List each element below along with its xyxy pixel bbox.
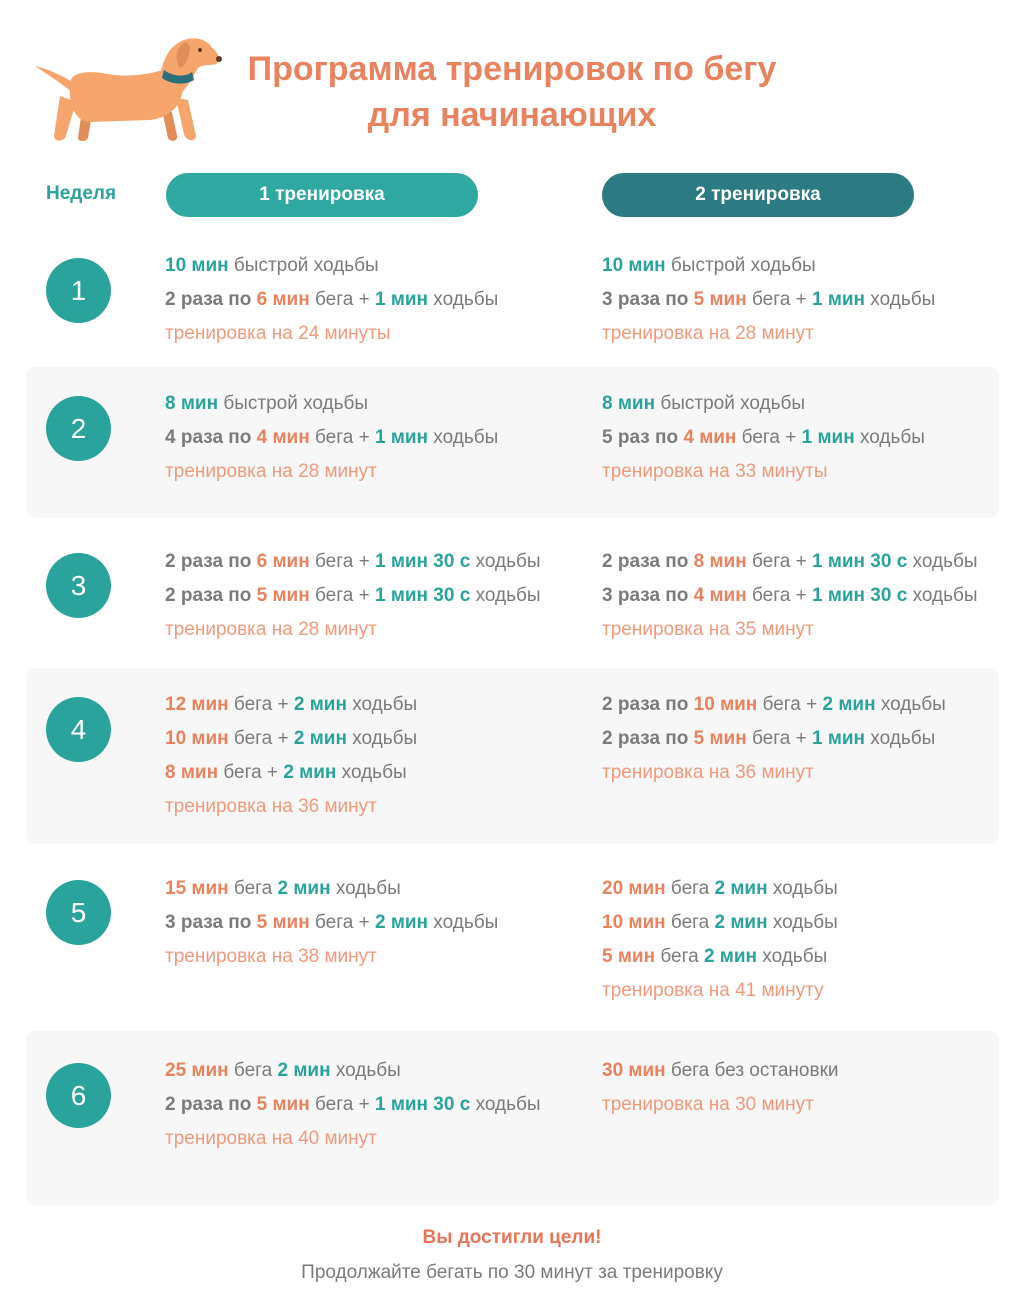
- plan-text-segment: ходьбы: [470, 551, 541, 572]
- plan-text-segment: 6 мин: [256, 551, 310, 572]
- plan-line: [165, 756, 417, 790]
- plan-text-segment: быстрой ходьбы: [228, 255, 379, 276]
- plan-text-segment: 2 раза по: [602, 728, 694, 749]
- plan-text-segment: ходьбы: [336, 762, 407, 783]
- plan-text-segment: ходьбы: [854, 427, 925, 448]
- workout-total: тренировка на 41 минуту: [602, 980, 824, 1001]
- plan-text-segment: бега: [228, 878, 278, 899]
- week-row-4: [26, 668, 999, 844]
- plan-text-segment: 15 мин: [165, 878, 229, 899]
- workout-2-plan: [602, 1054, 839, 1122]
- workout-total: тренировка на 33 минуты: [602, 461, 828, 482]
- plan-text-segment: 4 мин: [256, 427, 310, 448]
- plan-text-segment: 5 мин: [256, 1094, 310, 1115]
- plan-line: [165, 872, 498, 906]
- plan-text-segment: бега +: [757, 694, 823, 715]
- workout-1-plan: [165, 688, 417, 824]
- plan-text-segment: 4 мин: [683, 427, 737, 448]
- plan-text-segment: 5 мин: [602, 946, 656, 967]
- keep-running-message: Продолжайте бегать по 30 минут за тренировку: [301, 1262, 723, 1283]
- plan-text-segment: бега +: [228, 694, 294, 715]
- workout-2-header: 2 тренировка: [602, 173, 914, 217]
- plan-text-segment: бега +: [746, 551, 812, 572]
- week-row-6: [26, 1030, 999, 1205]
- plan-line: [602, 722, 946, 756]
- plan-text-segment: 5 мин: [256, 585, 310, 606]
- plan-line: [602, 688, 946, 722]
- plan-text-segment: 2 мин: [293, 694, 347, 715]
- plan-text-segment: бега +: [309, 585, 375, 606]
- plan-text-segment: 3 раза по: [602, 585, 694, 606]
- plan-text-segment: быстрой ходьбы: [218, 393, 369, 414]
- plan-text-segment: ходьбы: [428, 912, 499, 933]
- plan-line: [602, 249, 935, 283]
- week-number-badge: 2: [46, 396, 111, 461]
- plan-line: [165, 688, 417, 722]
- plan-text-segment: 6 мин: [256, 289, 310, 310]
- plan-text-segment: 30 мин: [602, 1060, 666, 1081]
- plan-text-segment: 2 мин: [293, 728, 347, 749]
- workout-total: тренировка на 40 минут: [165, 1128, 377, 1149]
- plan-text-segment: 10 мин: [602, 255, 666, 276]
- plan-text-segment: быстрой ходьбы: [655, 393, 806, 414]
- plan-text-segment: бега +: [309, 289, 375, 310]
- plan-text-segment: 8 мин: [602, 393, 656, 414]
- title-line-1: Программа тренировок по бегу: [247, 50, 777, 88]
- week-column-header: Неделя: [46, 183, 117, 204]
- workout-total: тренировка на 30 минут: [602, 1094, 814, 1115]
- plan-text-segment: 5 раз по: [602, 427, 684, 448]
- plan-text-segment: ходьбы: [875, 694, 946, 715]
- plan-text-segment: 1 мин 30 с: [811, 585, 908, 606]
- plan-text-segment: 12 мин: [165, 694, 229, 715]
- plan-line: [165, 249, 498, 283]
- workout-1-plan: [165, 249, 498, 351]
- plan-text-segment: 10 мин: [602, 912, 666, 933]
- plan-text-segment: быстрой ходьбы: [665, 255, 816, 276]
- plan-text-segment: 20 мин: [602, 878, 666, 899]
- workout-total: тренировка на 38 минут: [165, 946, 377, 967]
- week-number-badge: 1: [46, 258, 111, 323]
- plan-text-segment: ходьбы: [767, 912, 838, 933]
- plan-text-segment: 2 раза по: [165, 551, 257, 572]
- week-number-badge: 3: [46, 553, 111, 618]
- plan-text-segment: 2 мин: [277, 878, 331, 899]
- workout-2-plan: [602, 872, 838, 1008]
- week-number-badge: 6: [46, 1063, 111, 1128]
- plan-text-segment: 1 мин: [811, 728, 866, 749]
- workout-total: тренировка на 28 минут: [602, 323, 814, 344]
- plan-text-segment: ходьбы: [428, 427, 499, 448]
- plan-text-segment: ходьбы: [865, 728, 936, 749]
- plan-text-segment: бега +: [309, 551, 375, 572]
- plan-text-segment: ходьбы: [346, 728, 418, 749]
- plan-line: [602, 387, 925, 421]
- plan-line: [602, 1054, 839, 1088]
- plan-line: [165, 1054, 541, 1088]
- plan-text-segment: бега: [228, 1060, 278, 1081]
- plan-text-segment: бега +: [746, 728, 812, 749]
- plan-line: [165, 387, 498, 421]
- plan-line: [602, 940, 838, 974]
- workout-1-header: 1 тренировка: [166, 173, 478, 217]
- plan-line: [165, 545, 541, 579]
- plan-text-segment: 2 мин: [714, 912, 768, 933]
- plan-line: [602, 421, 925, 455]
- plan-text-segment: 2 раза по: [602, 551, 694, 572]
- plan-text-segment: бега +: [309, 912, 375, 933]
- plan-text-segment: ходьбы: [907, 551, 978, 572]
- plan-text-segment: 1 мин: [374, 289, 429, 310]
- plan-text-segment: ходьбы: [865, 289, 936, 310]
- plan-line: [602, 579, 978, 613]
- workout-1-plan: [165, 545, 541, 647]
- workout-2-plan: [602, 249, 935, 351]
- plan-text-segment: 8 мин: [165, 393, 219, 414]
- plan-line: [602, 906, 838, 940]
- plan-text-segment: бега +: [746, 585, 812, 606]
- workout-2-plan: [602, 688, 946, 790]
- plan-text-segment: 3 раза по: [165, 912, 257, 933]
- plan-text-segment: ходьбы: [346, 694, 418, 715]
- plan-text-segment: 5 мин: [256, 912, 310, 933]
- plan-line: [165, 906, 498, 940]
- plan-line: [165, 421, 498, 455]
- plan-text-segment: 2 мин: [283, 762, 337, 783]
- goal-message: Вы достигли цели!: [422, 1227, 602, 1248]
- plan-text-segment: бега: [665, 878, 715, 899]
- plan-text-segment: 2 мин: [822, 694, 876, 715]
- workout-2-plan: [602, 387, 925, 489]
- plan-text-segment: бега без остановки: [665, 1060, 839, 1081]
- plan-text-segment: бега +: [746, 289, 812, 310]
- plan-text-segment: 2 мин: [374, 912, 429, 933]
- plan-text-segment: 4 мин: [693, 585, 747, 606]
- workout-2-plan: [602, 545, 978, 647]
- plan-line: [165, 579, 541, 613]
- week-row-1: [26, 228, 999, 365]
- plan-text-segment: 10 мин: [165, 255, 229, 276]
- plan-text-segment: бега +: [736, 427, 802, 448]
- week-row-5: [26, 850, 999, 1024]
- plan-text-segment: 8 мин: [693, 551, 747, 572]
- plan-text-segment: ходьбы: [470, 585, 541, 606]
- plan-text-segment: 1 мин: [801, 427, 855, 448]
- workout-total: тренировка на 36 минут: [602, 762, 814, 783]
- plan-text-segment: 1 мин: [374, 427, 429, 448]
- plan-text-segment: бега +: [218, 762, 284, 783]
- workout-total: тренировка на 24 минуты: [165, 323, 391, 344]
- workout-1-plan: [165, 387, 498, 489]
- week-row-3: [26, 523, 999, 663]
- plan-line: [165, 1088, 541, 1122]
- plan-text-segment: ходьбы: [767, 878, 838, 899]
- plan-text-segment: 1 мин 30 с: [374, 1094, 471, 1115]
- plan-text-segment: 2 мин: [714, 878, 768, 899]
- plan-text-segment: ходьбы: [330, 878, 401, 899]
- workout-total: тренировка на 36 минут: [165, 796, 377, 817]
- workout-1-plan: [165, 1054, 541, 1156]
- week-row-2: [26, 366, 999, 518]
- plan-text-segment: ходьбы: [470, 1094, 541, 1115]
- week-number-badge: 4: [46, 697, 111, 762]
- plan-line: [165, 283, 498, 317]
- plan-text-segment: 1 мин 30 с: [811, 551, 908, 572]
- workout-total: тренировка на 35 минут: [602, 619, 814, 640]
- page-title: [160, 46, 864, 138]
- plan-text-segment: бега +: [228, 728, 294, 749]
- plan-text-segment: 10 мин: [693, 694, 758, 715]
- plan-text-segment: ходьбы: [428, 289, 499, 310]
- plan-text-segment: 2 раза по: [602, 694, 694, 715]
- plan-line: [602, 283, 935, 317]
- workout-1-plan: [165, 872, 498, 974]
- plan-text-segment: 5 мин: [693, 728, 747, 749]
- plan-text-segment: 4 раза по: [165, 427, 257, 448]
- workout-total: тренировка на 28 минут: [165, 461, 377, 482]
- plan-text-segment: бега +: [309, 1094, 375, 1115]
- plan-text-segment: 25 мин: [165, 1060, 229, 1081]
- plan-text-segment: 2 раза по: [165, 289, 257, 310]
- plan-line: [165, 722, 417, 756]
- plan-text-segment: бега +: [309, 427, 375, 448]
- plan-text-segment: ходьбы: [757, 946, 828, 967]
- plan-line: [602, 545, 978, 579]
- plan-text-segment: 10 мин: [165, 728, 229, 749]
- plan-text-segment: бега: [665, 912, 715, 933]
- plan-text-segment: 1 мин: [811, 289, 866, 310]
- title-line-2: для начинающих: [367, 96, 657, 134]
- week-number-badge: 5: [46, 880, 111, 945]
- plan-text-segment: 2 раза по: [165, 1094, 257, 1115]
- plan-text-segment: 5 мин: [693, 289, 747, 310]
- plan-text-segment: 2 раза по: [165, 585, 257, 606]
- plan-text-segment: бега: [655, 946, 704, 967]
- plan-text-segment: 8 мин: [165, 762, 219, 783]
- plan-text-segment: ходьбы: [907, 585, 978, 606]
- plan-text-segment: ходьбы: [330, 1060, 401, 1081]
- plan-text-segment: 1 мин 30 с: [374, 551, 471, 572]
- plan-text-segment: 2 мин: [277, 1060, 331, 1081]
- workout-total: тренировка на 28 минут: [165, 619, 377, 640]
- plan-text-segment: 1 мин 30 с: [374, 585, 471, 606]
- plan-line: [602, 872, 838, 906]
- plan-text-segment: 2 мин: [703, 946, 757, 967]
- plan-text-segment: 3 раза по: [602, 289, 694, 310]
